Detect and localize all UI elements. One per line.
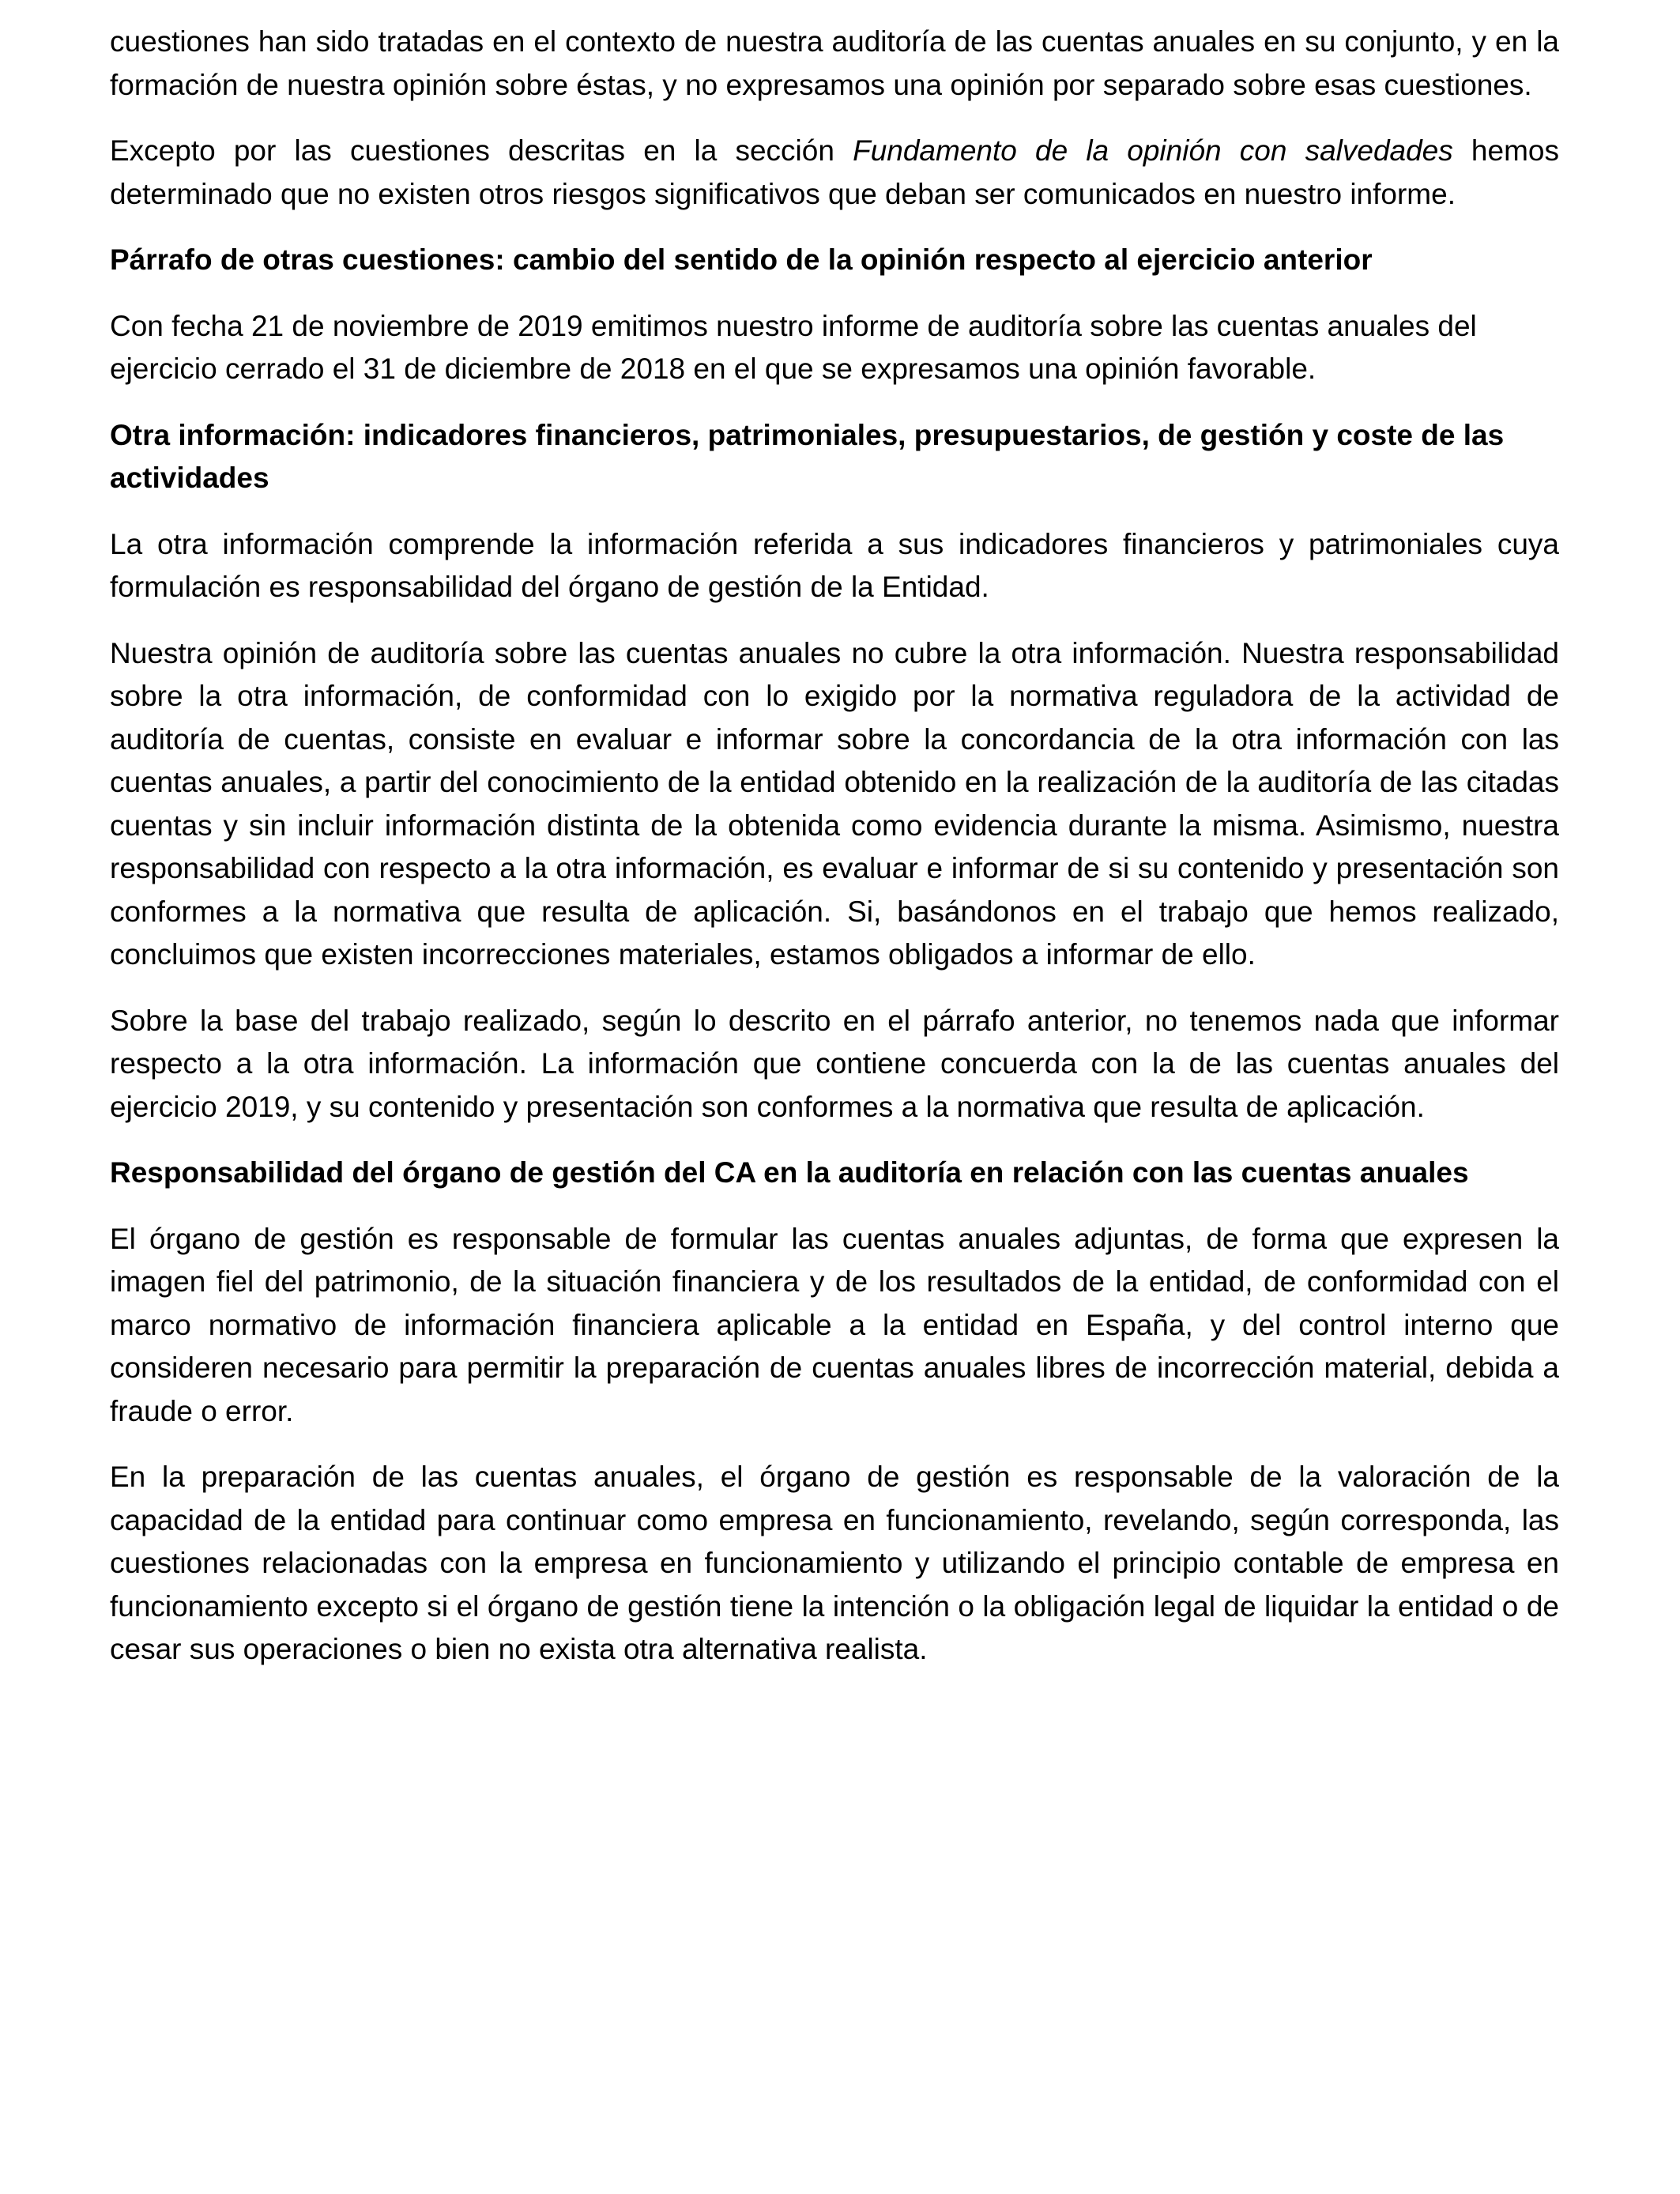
paragraph-other-info-responsibility: Nuestra opinión de auditoría sobre las cuentas anuales no cubre la otra información. Nuestra responsabilidad sobre la otra información, de conformidad con lo exigido por la normativa reguladora de la actividad de auditoría de cuentas, consiste en evaluar e informar sobre la concordancia de la otra información con las cuentas anuales, a partir del conocimiento de la entidad obtenido en la realización de la auditoría de las citadas cuentas y sin incluir información distinta de la obtenida como evidencia durante la misma. Asimismo, nuestra responsabilidad con respecto a la otra información, es evaluar e informar de si su contenido y presentación son conformes a la normativa que resulta de aplicación. Si, basándonos en el trabajo que hemos realizado, concluimos que existen incorrecciones materiales, estamos obligados a informar de ello. bbox=[110, 636, 1559, 971]
paragraph-going-concern: En la preparación de las cuentas anuales, el órgano de gestión es responsable de la valoración de la capacidad de la entidad para continuar como empresa en funcionamiento, revelando, según corresponda, las cuestiones relacionadas con la empresa en funcionamiento y utilizando el principio contable de empresa en funcionamiento excepto si el órgano de gestión tiene la intención o la obligación legal de liquidar la entidad o de cesar sus operaciones o bien no exista otra alternativa realista. bbox=[110, 1461, 1559, 1665]
heading-other-information: Otra información: indicadores financieros, patrimoniales, presupuestarios, de gestión y coste de las actividades bbox=[110, 418, 1505, 494]
paragraph-other-info-conclusion: Sobre la base del trabajo realizado, según lo descrito en el párrafo anterior, no tenemos nada que informar respecto a la otra información. La información que contiene concuerda con la de las cuentas anuales del ejercicio 2019, y su contenido y presentación son conformes a la normativa que resulta de aplicación. bbox=[110, 1004, 1559, 1123]
paragraph-previous-report: Con fecha 21 de noviembre de 2019 emitimos nuestro informe de auditoría sobre las cuentas anuales del ejercicio cerrado el 31 de diciembre de 2018 en el que se expresamos una opinión favorable. bbox=[110, 309, 1477, 385]
paragraph-management-formulation: El órgano de gestión es responsable de formular las cuentas anuales adjuntas, de forma que expresen la imagen fiel del patrimonio, de la situación financiera y de los resultados de la entidad, de conformidad con el marco normativo de información financiera aplicable a la entidad en España, y del control interno que consideren necesario para permitir la preparación de cuentas anuales libres de incorrección material, debida a fraude o error. bbox=[110, 1222, 1559, 1427]
heading-other-matters: Párrafo de otras cuestiones: cambio del sentido de la opinión respecto al ejercicio anterior bbox=[110, 243, 1373, 276]
document-page bbox=[110, 0, 1559, 1695]
paragraph-text: Excepto por las cuestiones descritas en la sección bbox=[110, 134, 853, 167]
paragraph-text: hemos determinado que no existen otros riesgos significativos que deban ser comunicados en nuestro informe. bbox=[110, 134, 1559, 210]
paragraph-key-matters-closing: cuestiones han sido tratadas en el contexto de nuestra auditoría de las cuentas anuales en su conjunto, y en la formación de nuestra opinión sobre éstas, y no expresamos una opinión por separado sobre esas cuestiones. bbox=[110, 25, 1559, 101]
paragraph-other-info-scope: La otra información comprende la información referida a sus indicadores financieros y patrimoniales cuya formulación es responsabilidad del órgano de gestión de la Entidad. bbox=[110, 527, 1559, 603]
section-reference: Fundamento de la opinión con salvedades bbox=[853, 134, 1453, 167]
paragraph-no-other-risks bbox=[110, 130, 1559, 216]
heading-management-responsibility: Responsabilidad del órgano de gestión del CA en la auditoría en relación con las cuentas anuales bbox=[110, 1156, 1469, 1189]
